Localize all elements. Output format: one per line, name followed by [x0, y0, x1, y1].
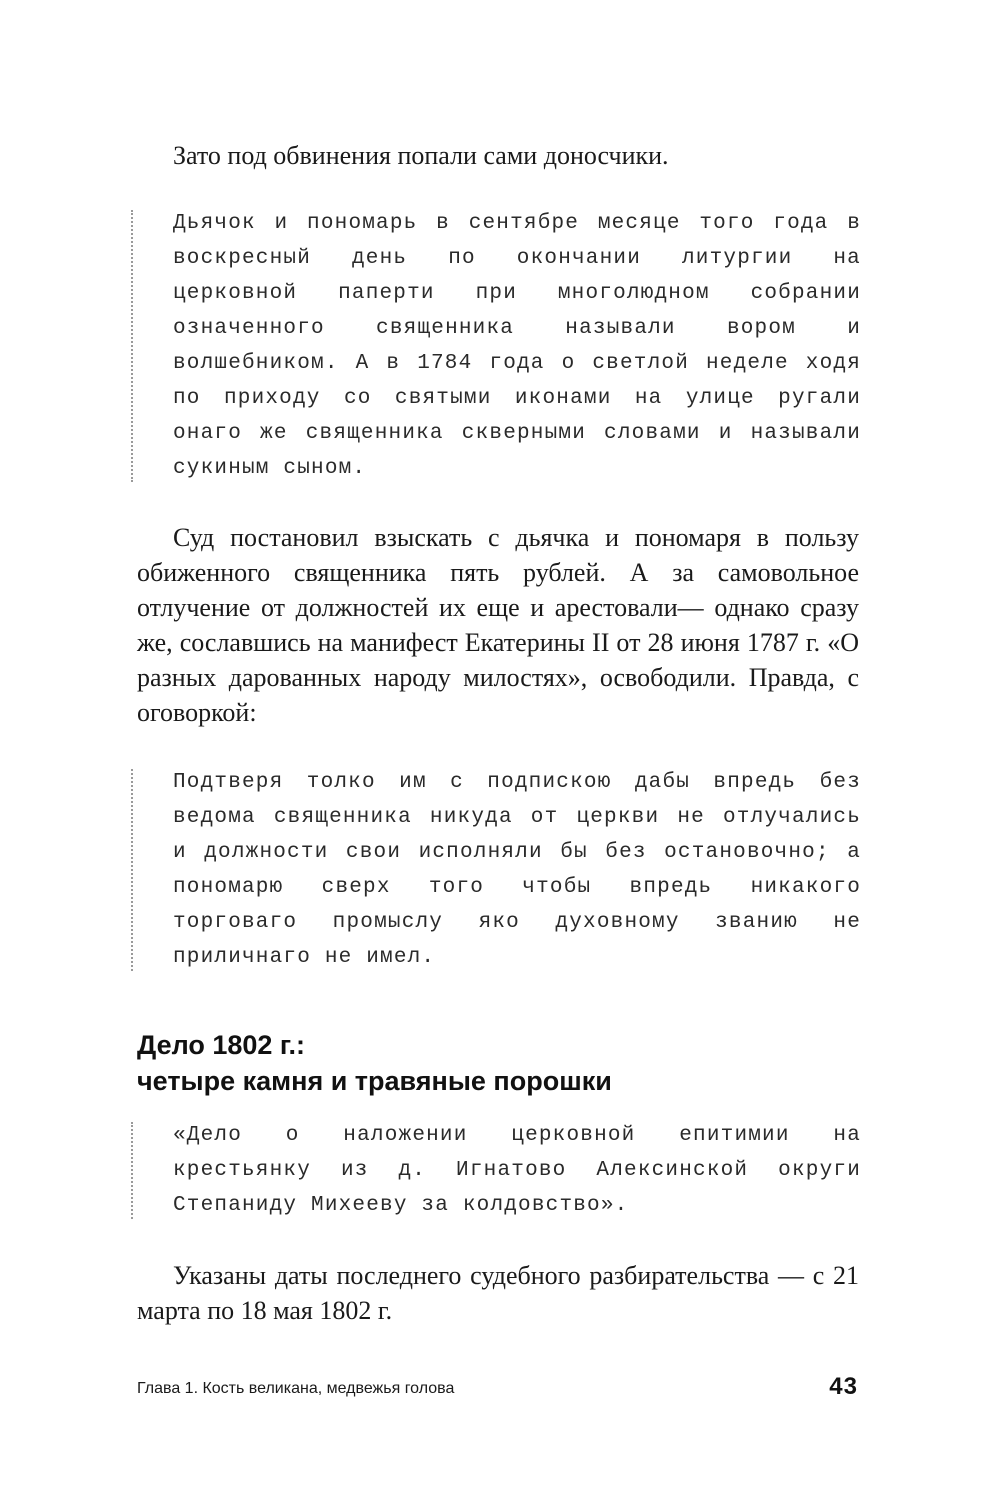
quote-rule	[131, 769, 137, 971]
archival-quote-2	[131, 765, 861, 975]
running-title: Глава 1. Кость великана, медвежья голова	[137, 1380, 455, 1397]
section-heading-line-2: четыре камня и травяные порошки	[137, 1066, 612, 1096]
archival-quote-3	[131, 1118, 861, 1223]
quote-text: «Дело о наложении церковной епитимии на крестьянку из д. Игнатово Алексинской округи Степаниду Михееву за колдовство».	[173, 1124, 861, 1217]
quote-text: Дьячок и пономарь в сентябре месяце того года в воскресный день по окончании литургии на церковной паперти при многолюдном собрании означенного священника называли вором и волшебником. А в 1784 года о светлой неделе ходя по приходу со святыми иконами на улице ругали онаго же священника скверными словами и называли сукиным сыном.	[173, 212, 861, 480]
page-number: 43	[829, 1373, 858, 1400]
paragraph-dates: Указаны даты последнего судебного разбирательства — с 21 марта по 18 мая 1802 г.	[137, 1261, 859, 1325]
quote-text: Подтверя толко им с подпискою дабы впредь без ведома священника никуда от церкви не отлучались и должности свои исполняли бы без остановочно; а пономарю сверх того чтобы впредь никакого торговаго промыслу яко духовному званию не приличнаго не имел.	[173, 771, 861, 969]
quote-rule	[131, 210, 137, 482]
section-heading-line-1: Дело 1802 г.:	[137, 1030, 305, 1060]
archival-quote-1	[131, 206, 861, 486]
section-heading	[137, 1027, 859, 1099]
paragraph-intro: Зато под обвинения попали сами доносчики.	[173, 141, 669, 170]
paragraph-court-ruling: Суд постановил взыскать с дьячка и пономаря в пользу обиженного священника пять рублей. А за самовольное отлучение от должностей их еще и арестовали— однако сразу же, сославшись на манифест Екатерины II от 28 июня 1787 г. «О разных дарованных народу милостях», освободили. Правда, с оговоркой:	[137, 523, 859, 727]
quote-rule	[131, 1122, 137, 1219]
